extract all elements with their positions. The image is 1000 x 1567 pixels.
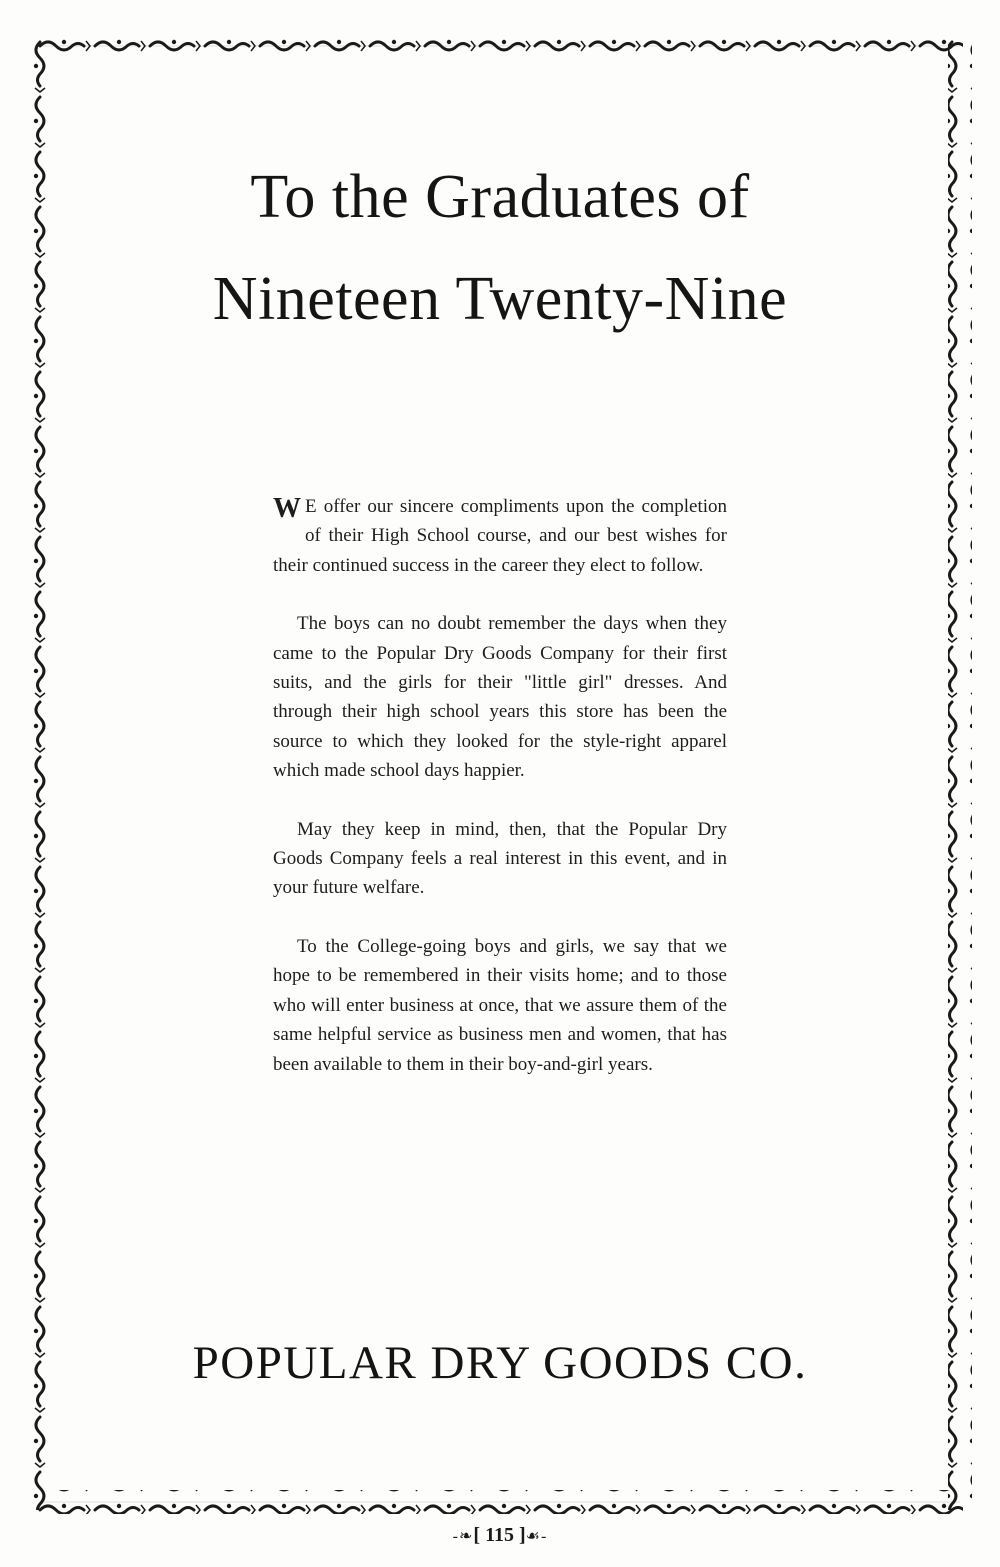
page-number-footer bbox=[0, 1524, 1000, 1547]
border-right bbox=[948, 40, 972, 1510]
company-signature: POPULAR DRY GOODS CO. bbox=[192, 1337, 808, 1389]
right-bracket: ] bbox=[518, 1524, 526, 1546]
border-left bbox=[28, 40, 52, 1510]
left-ornament-icon: -❧ bbox=[452, 1528, 474, 1545]
right-ornament-icon: ☙- bbox=[525, 1528, 548, 1545]
paragraph-4: To the College-going boys and girls, we say that we hope to be remembered in their visits home; and to those who will enter business at once, that we assure them of the same helpful service as business men and women, that has been available to them in their boy-and-girl years. bbox=[273, 935, 727, 1075]
page-number: 115 bbox=[485, 1524, 514, 1546]
paragraph-2: The boys can no doubt remember the days when they came to the Popular Dry Goods Company for their first suits, and the girls for their "little girl" dresses. And through their high school years this store has been the source to which they looked for the style-right apparel which made school days happier. bbox=[273, 613, 727, 782]
heading-line-1: To the Graduates of bbox=[250, 163, 750, 231]
paragraph-1-text: E offer our sincere compliments upon the completion of their High School course, and our best wishes for their continued success in the career they elect to follow. bbox=[273, 496, 727, 576]
paragraph-3: May they keep in mind, then, that the Popular Dry Goods Company feels a real interest in this event, and in your future welfare. bbox=[273, 818, 727, 899]
left-bracket: [ bbox=[473, 1524, 481, 1546]
paragraph-1 bbox=[273, 492, 727, 580]
drop-cap: W bbox=[273, 493, 301, 524]
heading-line-2: Nineteen Twenty-Nine bbox=[212, 265, 788, 333]
letter-body bbox=[273, 492, 727, 1108]
